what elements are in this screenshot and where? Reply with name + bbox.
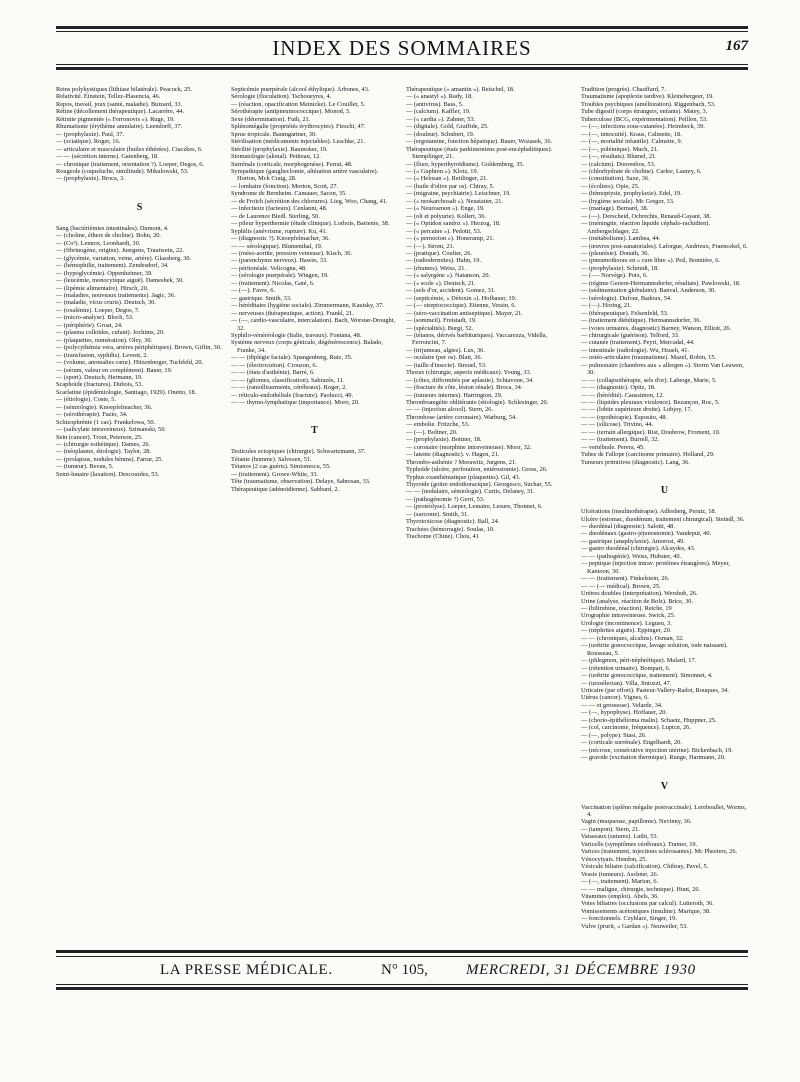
index-entry: Stérilisation (médicaments injectables). Leschke, 21. bbox=[231, 138, 366, 146]
index-entry: — (« scole »). Deutsch, 21. bbox=[406, 279, 476, 287]
index-entry: — (—, polype). Stasi, 26. bbox=[581, 731, 647, 739]
index-entry: — (polycythémia vera, artères périphériques). Brown, Giffin, 30. bbox=[56, 344, 222, 352]
index-entry: Système nerveux (corps génicule, dégénérescence). Balado, Franke, 34. bbox=[231, 339, 383, 354]
index-entry: — (plaquettes, numération). Oley, 30. bbox=[56, 336, 153, 344]
index-entry: — (trijumeau, algies). Lux, 36. bbox=[406, 346, 485, 354]
index-entry: — (—). Boltner, 20. bbox=[406, 428, 458, 436]
section-letter: U bbox=[660, 485, 669, 497]
index-entry: Voies biliaires (occlusions par calcul). Lutteroth, 36. bbox=[581, 900, 714, 908]
index-entry: — cutanée (traitement). Peyri, Mercadal, 44. bbox=[581, 339, 695, 347]
index-entry: — latente (diagnostic). v. Hagen, 21. bbox=[406, 451, 500, 459]
index-entry: — chirurgicale (guérison). Telford, 33. bbox=[581, 331, 680, 339]
index-entry: — (—). Derscheid, Ocbrechts, Renaud-Cayant, 38. bbox=[581, 212, 712, 220]
index-entry: — (douleur). Schubert, 19. bbox=[406, 130, 475, 138]
index-entry: Sang (bactériémies intestinales). Dumont, 4. bbox=[56, 224, 169, 232]
index-entry: Thromboangéite oblitérante (étiologie). Schlesinger, 20. bbox=[406, 399, 549, 407]
index-entry: — (mariage). Bernard, 38. bbox=[581, 205, 649, 213]
index-entry: Tumeurs primitives (diagnostic). Lang, 36. bbox=[581, 458, 690, 466]
index-entry: — (« Optidon sandoz »). Herzog, 18. bbox=[406, 220, 501, 228]
index-entry: — (pneumothorax en « cure libre »). Peil, Bonniére, 6. bbox=[581, 257, 720, 265]
index-entry: — (plasma colloïdes, cufant). Jochims, 20. bbox=[56, 329, 165, 337]
index-entry: Tétanie (homme). Salvesen, 51. bbox=[231, 455, 312, 463]
index-entry: — (leucémie, monocytique aiguë). Dameshek, 30. bbox=[56, 277, 184, 285]
index-entry: Scarlatine (épidémiologie, Santiago, 1929). Onetto, 18. bbox=[56, 388, 197, 396]
index-entry: — (néoplasme, étiologie). Taylor, 28. bbox=[56, 448, 152, 456]
index-entry: — (diagnostic ?). Knoepfelmacher, 36. bbox=[231, 235, 330, 243]
index-entry: Repos, travail, joux (santé, maladie). Buizard, 33. bbox=[56, 100, 183, 108]
index-entry: — peptique (injection intrav. protéines étrangères). Meyer, Kantoon, 30. bbox=[581, 560, 730, 575]
index-entry: Thyrotoxicose (diagnostic). Ball, 24. bbox=[406, 518, 500, 526]
index-entry: — (calcium). Kaffler, 19. bbox=[406, 108, 471, 116]
index-entry: — (nécrose, consécutive injection utérine). Bickenbach, 19. bbox=[581, 746, 733, 754]
index-entry: — héréditaire (hygiène sociale). Zimmermann, Kautsky, 37. bbox=[231, 302, 384, 310]
index-entry: — (traitement). Growe-White, 33. bbox=[231, 470, 319, 478]
index-entry: — (salicylate intraveineux). Szimanski, 50. bbox=[56, 426, 167, 434]
index-entry: — (hémoptysie, prophylaxie). Edel, 19. bbox=[581, 190, 682, 198]
bottom-rule-thin bbox=[56, 984, 748, 985]
section-letter: S bbox=[136, 201, 143, 213]
index-entry: — (huile d'olive par os). Chiray, 5. bbox=[406, 182, 495, 190]
index-entry: — — (états d'asthénie). Barré, 6. bbox=[231, 369, 315, 377]
bottom-rule-thick bbox=[56, 987, 748, 990]
index-entry: — (Co²). Lennox, Leonhardt, 30. bbox=[56, 239, 141, 247]
index-entry: — — (traitement). Burrell, 32. bbox=[581, 436, 660, 444]
index-entry: Vagin (muqueuse, papillome). Nevinny, 36. bbox=[581, 818, 692, 826]
index-entry: Traumatisme (apoplexie tardive). Kleinebergeer, 19. bbox=[581, 93, 714, 101]
index-entry: — (« Guphren »). Klotz, 19. bbox=[406, 167, 479, 175]
top-rule-thin bbox=[56, 31, 748, 32]
index-entry: — (taille d'insecte). Streuel, 53. bbox=[406, 361, 487, 369]
index-entry: Tuberculose (BCG, expérimentation). Peillon, 53. bbox=[581, 115, 708, 123]
index-entry: — (spécialités). Burgi, 52. bbox=[406, 324, 474, 332]
index-entry: — — (chroniques, alcalins). Osman, 32. bbox=[581, 634, 684, 642]
index-entry: — (« Helosan »). Reitlinger, 21. bbox=[406, 175, 488, 183]
index-entry: — articulaire et musculaire (huiles éthérées). Ciaczkes, 6. bbox=[56, 145, 203, 153]
index-entry: — (—, résultats). Blumel, 21. bbox=[581, 153, 657, 161]
index-entry: — (sérothérapie). Fazio, 34. bbox=[56, 411, 128, 419]
index-entry: Ulcère (estomac, duodénum, traitement chirurgical). Steindl, 36. bbox=[581, 515, 745, 523]
index-entry: Ulcérations (insulinothérapie). Adlesberg, Perutz, 18. bbox=[581, 508, 717, 516]
index-entry: — — (— médical). Brown, 25. bbox=[581, 582, 661, 590]
index-entry: — — (électrocution). Crouzon, 6. bbox=[231, 361, 318, 369]
index-entry: — (calcium). Doorenbos, 53. bbox=[581, 160, 656, 168]
index-entry: — vertébrale. Perera, 45. bbox=[581, 443, 645, 451]
index-entry: — (constitution). Saxe, 36. bbox=[581, 175, 650, 183]
index-entry: Vitamines (emploi). Abels, 36. bbox=[581, 892, 659, 900]
index-entry: — intestinale (radiologie). Wu, Hsueh, 41. bbox=[581, 346, 689, 354]
index-entry: Thyroïde (goitre endothoracique). Georgesco, Suchar, 55. bbox=[406, 481, 553, 489]
index-entry: — (prophylaxie). Bottner, 18. bbox=[406, 436, 482, 444]
index-entry: Vaisseaux (sutures). Luthi, 53. bbox=[581, 833, 659, 841]
index-entry: — (thérapeutique). Felsenfeld, 53. bbox=[581, 309, 669, 317]
index-entry: — (—, innocuité). Kraus, Calmette, 18. bbox=[581, 130, 682, 138]
index-entry: — (pratique). Coulter, 26. bbox=[406, 249, 472, 257]
index-entry: — oculaire (per os). Blatt, 36. bbox=[406, 354, 483, 362]
index-entry: — (—). Strom, 21. bbox=[406, 242, 455, 250]
index-entry: Vésicule biliaire (calcification). Chibray, Pavel, 5. bbox=[581, 863, 709, 871]
index-entry: — (prophylaxie). Paul, 37. bbox=[56, 130, 125, 138]
index-entry: — (périphérie). Groat, 24. bbox=[56, 321, 123, 329]
index-entry: — (séro-vaccination antiseptique). Mayer, 21. bbox=[406, 309, 523, 317]
index-entry: Tête (traumatisme, observation). Delaye, Sabresan, 33. bbox=[231, 478, 371, 486]
index-entry: Sérothérapie (antipneumococcique). Monod, 5. bbox=[231, 108, 351, 116]
header-rule-thin bbox=[56, 64, 748, 65]
index-entry: — (pathogénomie ?) Gerri, 53. bbox=[406, 495, 485, 503]
index-entry: — (« salyrgène »). Natanson, 20. bbox=[406, 272, 491, 280]
index-entry: Troubles psychiques (amélioration). Riggenbach, 53. bbox=[581, 100, 716, 108]
index-entry: — (côtes, difformités par aplastie). Schiavone, 34. bbox=[406, 376, 534, 384]
index-entry: — (« pernocton »). Honeramp, 21. bbox=[406, 235, 495, 243]
running-head bbox=[56, 36, 748, 60]
index-entry: — — (nodulaire, sémiologie). Curtis, Delaney, 31. bbox=[406, 488, 535, 496]
index-entry: Urographie intraveineuse. Swick, 25. bbox=[581, 612, 676, 620]
index-entry: — (sommeil). Freistadt, 19. bbox=[406, 317, 477, 325]
index-entry: — (hémophilie, traitement). Zendesdorf, 34. bbox=[56, 262, 169, 270]
index-entry: Varices (traitement, injections sclérosantes). Mc Pheeters, 26. bbox=[581, 848, 738, 856]
index-entry: — (sarcome). Smith, 31. bbox=[406, 510, 469, 518]
index-entry: — (« neokarchosalt »). Neustatter, 21. bbox=[406, 197, 503, 205]
index-entry: — (col, carcinome, fréquence). Luptcn, 26. bbox=[581, 724, 691, 732]
index-entry: — (—, mortalité infantile). Calmette, 9. bbox=[581, 138, 683, 146]
index-entry: — — (silicose). Trivino, 44. bbox=[581, 421, 654, 429]
index-entry: — (—, traitement). Marion, 6. bbox=[581, 878, 659, 886]
index-entry: Stérilité (prophylaxie). Baumoker, 19. bbox=[231, 145, 328, 153]
index-entry: — coronaire (morphine intraveineuse). Moor, 32. bbox=[406, 443, 532, 451]
index-columns bbox=[56, 86, 748, 930]
issue-number: N° 105, bbox=[381, 962, 428, 978]
index-entry: — (chlorhydrate de choline). Carlee, Laurey, 6. bbox=[581, 167, 702, 175]
index-entry: — (lipémie alimentaire). Hirsch, 20. bbox=[56, 284, 149, 292]
index-entry: Scaphoïde (fractures). Dubois, 53. bbox=[56, 381, 144, 389]
index-entry: Sympathique (ganglieclomie, altération artère vasculaire). Horton, Mck Craig, 28. bbox=[231, 167, 379, 183]
index-entry: — (digitale). Gold, Graffide, 25. bbox=[406, 123, 489, 131]
index-entry: — (prophylaxie). Broca, 3. bbox=[56, 175, 125, 183]
index-entry: — (fluor, hyperthyroïdisme). Goldemberg, 35. bbox=[406, 160, 525, 168]
index-entry: — — (sécrétion interne). Gatenberg, 18. bbox=[56, 153, 159, 161]
index-entry: — (« cardia »). Zahner, 53. bbox=[406, 115, 476, 123]
index-entry: — (radiodermites). Hahn, 19. bbox=[406, 257, 482, 265]
index-entry: Rétine (décollement thérapeutique). Lacarrère, 44. bbox=[56, 108, 185, 116]
index-entry: — — maligne, chirurgie, technique). Hunt, 26. bbox=[581, 885, 701, 893]
index-entry: — (transfusion, syphilis). Levent, 2. bbox=[56, 351, 148, 359]
index-entry: Thérapeutique (adénoïdienne). Sabbard, 2. bbox=[231, 485, 340, 493]
index-entry: — — (gliomes, classification). Sabrazès, 11. bbox=[231, 376, 345, 384]
index-entry: — (fibrinogène, origine). Juergens, Trautwein, 22. bbox=[56, 247, 184, 255]
index-entry: Vulve (prurit, « Gardan »). Neuweiler, 53. bbox=[581, 922, 688, 930]
index-entry: — (bilirubine, réaction). Reiche, 19 bbox=[581, 605, 672, 612]
index-entry: — embolie. Fritzche, 53. bbox=[406, 421, 470, 429]
index-entry: — (urosélectan). Villa, Jintozzi, 47. bbox=[581, 679, 672, 687]
index-entry: — (sport). Deutsch, Hermann, 19. bbox=[56, 373, 143, 381]
index-entry: — — (injection alcool). Stern, 26. bbox=[406, 406, 494, 414]
index-entry: — (traitement). Nicolas, Gaté, 6. bbox=[231, 279, 315, 287]
index-entry: — duodénal (diagnostic). Salotti, 48. bbox=[581, 523, 675, 531]
issue-date: MERCREDI, 31 DÉCEMBRE 1930 bbox=[466, 962, 696, 978]
index-entry: — (tumeur). Bevan, 5. bbox=[56, 463, 114, 471]
index-entry: — (chorio-épithélioma malin). Schaetz, Huppner, 25. bbox=[581, 716, 717, 724]
index-entry: Stomatologie (alonal). Petiteau, 12. bbox=[231, 153, 321, 161]
index-entry: — (tampon). Stern, 21. bbox=[581, 825, 640, 833]
index-entry: Typhus exanthématique (plaquettes). Gil, 43. bbox=[406, 473, 521, 481]
index-entry: — (ergotamine, fonction hépatique). Bauer, Wozasek, 36. bbox=[406, 138, 553, 146]
index-entry: — pulmonaire (chambres aux « allergen »). Storm Van Leuwen, 30. bbox=[581, 361, 744, 377]
index-entry: — (néphrites aiguës). Eppinger, 20. bbox=[581, 627, 672, 635]
index-entry: — — (collapsothérapie, sels d'or). Laberge, Marie, 5. bbox=[581, 376, 717, 384]
footer bbox=[160, 962, 750, 982]
index-entry: — (fracture de côte, lésion rénale). Broca, 34. bbox=[406, 384, 523, 392]
index-entry: — (antivirus). Bass, 5. bbox=[406, 100, 464, 108]
index-entry: — duodénaux (gastro-jéjunostomie). Vandeput, 40. bbox=[581, 530, 712, 538]
index-entry: Tubes de Fallope (carcinome primaire). Holland, 29. bbox=[581, 451, 715, 459]
index-entry: — fonctionnels. Czyhlarz, Singer, 19. bbox=[581, 915, 677, 923]
index-entry: — (hygiène sociale). Mc Gregor, 33. bbox=[581, 197, 675, 205]
index-entry: — (oli et polyurie). Kollert, 36. bbox=[406, 212, 486, 220]
index-entry: Thrombo-asthénie ? Morawitz, Jurgens, 21. bbox=[406, 458, 517, 466]
index-entry: Urine (analyse, réaction de Bolz). Brice, 30. bbox=[581, 597, 694, 605]
index-entry: — (prolapsus, nodules bénins). Farrar, 25. bbox=[56, 455, 164, 463]
index-entry: — péritonéale. Velicogna, 48. bbox=[231, 264, 307, 272]
index-entry: — gastro duodénal (chirurgie). Alcaydes, 43. bbox=[581, 545, 696, 553]
index-entry: — (parenchyme nerveux). Hawes, 33. bbox=[231, 257, 328, 265]
index-entry: — — et grossesse). Velarde, 34. bbox=[581, 701, 663, 709]
index-entry: Vaccination (spléno mégalie postvaccinale). Lereboullet, Worms, 4. bbox=[581, 803, 747, 818]
index-entry: Tétanos (2 cas guéris). Simionescu, 55. bbox=[231, 463, 331, 471]
index-entry: — (réaction, opacification Meinicke). Le Couillet, 5. bbox=[231, 100, 366, 108]
index-entry: — (rétention urinaire). Bompart, 6. bbox=[581, 664, 671, 672]
index-entry: Thérapeutique (« amantin »). Reischel, 18. bbox=[406, 86, 515, 93]
index-entry: Rougeole (coqueluche, similitude). Mikulowski, 53. bbox=[56, 167, 189, 175]
page-title: INDEX DES SOMMAIRES bbox=[272, 36, 532, 60]
index-entry: — (maladies, nouveaux traitements). Jagic, 36. bbox=[56, 291, 176, 299]
index-entry: Vomissements acétoniques (insuline). Marique, 38. bbox=[581, 907, 711, 915]
index-entry: — (tumeurs internes). Harrington, 29. bbox=[406, 391, 503, 399]
index-entry: — (—, polémique). Much, 21. bbox=[581, 145, 659, 153]
index-entry: — (tétanos, dérivés barbituriques). Vaccarezza, Vidella, Ferroncini, 7. bbox=[406, 331, 548, 347]
index-entry: Vessie (tumeurs). Aschner, 26. bbox=[581, 870, 659, 878]
index-entry: — — (pathogénie). Weiss, Hubster, 40. bbox=[581, 552, 682, 560]
index-entry: — (« percaine »). Pedotti, 53. bbox=[406, 227, 482, 235]
index-entry: Sexe (détermination). Futh, 21. bbox=[231, 115, 311, 123]
index-entry: — (sérum, valeur en complément). Bauer, 19. bbox=[56, 366, 173, 374]
index-entry: Syphilo-vénéréologie (Italie, travaux). Fontana, 48. bbox=[231, 331, 362, 339]
index-entry: Splénomégalie (propriétés érythrocytes). Fieschi, 47. bbox=[231, 123, 366, 131]
index-entry: Urètres doubles (interprétation). Wershub, 26. bbox=[581, 590, 698, 598]
index-entry: — chronique (traitement, orientation ?). Loeper, Degos, 6. bbox=[56, 160, 205, 168]
index-column-1 bbox=[56, 86, 223, 930]
index-entry: Sérologie (floculation). Tschoueyres, 4. bbox=[231, 93, 332, 101]
index-entry: Varicelle (symptômes cérébraux). Tramer, 19. bbox=[581, 840, 698, 848]
index-entry: — — (liquides pleuraux virulence). Bezançon, Roc, 5. bbox=[581, 399, 720, 407]
index-entry: — (—, cardio-vasculaire, intercalation). Bach, Worstar-Drought, 32. bbox=[231, 317, 396, 332]
index-entry: Thorax (chirurgie, aspects médicaux). Young, 33. bbox=[406, 369, 532, 377]
index-entry: — — (traitement). Finkelstein, 26. bbox=[581, 575, 670, 583]
index-entry: — — (ramollissements, cérébraux). Roger, 2. bbox=[231, 384, 347, 392]
index-entry: Sprue tropicale. Baumgartner, 30. bbox=[231, 130, 317, 138]
index-entry: — (étiologie). Coste, 5. bbox=[56, 396, 116, 404]
index-entry: — (sémiologie). Knoepfelmacher, 36. bbox=[56, 403, 153, 411]
index-entry: — (—- Norvège). Poix, 6. bbox=[581, 272, 648, 280]
index-entry: — nerveuses (thérapeutique, action). Frankl, 21. bbox=[231, 309, 354, 317]
index-entry: Reins polykystiques (lithiase bilatérale). Peacock, 25. bbox=[56, 86, 193, 93]
index-entry: Syndrome de Bernheim. Camauer, Sacon, 35. bbox=[231, 190, 347, 198]
index-entry: — — (opothérapie). Esposito, 48. bbox=[581, 413, 668, 421]
page-number: 167 bbox=[725, 38, 748, 54]
index-entry: — (sciatique). Roger, 16. bbox=[56, 138, 121, 146]
index-entry: — (micro-analyse). Bloch, 53. bbox=[56, 314, 134, 322]
index-entry: — (glycémie, variation, veine, artère). Glassberg, 30. bbox=[56, 254, 192, 262]
index-entry: — (pleurésie). Donath, 36. bbox=[581, 249, 650, 257]
index-entry: — infectieux (facteurs). Cenlanni, 48. bbox=[231, 205, 328, 213]
index-entry: Thérapeutique (états parkinsoniens post-encéphalitiques). Stemplinger, 21. bbox=[406, 145, 553, 161]
index-entry: — — (lobite supérieure droite). Lobjoy, 17. bbox=[581, 406, 693, 414]
section-letter: V bbox=[660, 780, 669, 792]
index-entry: — (corticale surrénale). Engelhardt, 20. bbox=[581, 739, 682, 747]
index-entry: Thrombose (artère coronaire). Warburg, 54. bbox=[406, 413, 517, 421]
index-entry: — (méningite, réaction liquide céphalo-rachidien). Ambergschlager, 22. bbox=[581, 220, 710, 235]
index-entry: Tube digestif (corps étrangers, enfants). Matey, 3. bbox=[581, 108, 708, 116]
index-column-4 bbox=[581, 86, 748, 930]
index-entry: Septicémie puerpérale (alcool éthylique). Arbones, 43. bbox=[231, 86, 370, 93]
index-entry: — (métabolisme). Lambea, 44. bbox=[581, 235, 661, 243]
index-entry: Tradition (progrès). Chauffard, 7. bbox=[581, 86, 666, 93]
index-entry: — (sédimentation globulaire). Banval, Anderson, 30. bbox=[581, 287, 716, 295]
index-entry: Urticaire (par effort). Pasteur-Vallery-Radot, Rouques, 34. bbox=[581, 686, 729, 694]
index-entry: — — thymo-lymphatique (importance). Moro, 20. bbox=[231, 399, 360, 407]
footer-rule-thick bbox=[56, 950, 748, 953]
index-entry: — — (hérédité). Caussimon, 12. bbox=[581, 391, 664, 399]
index-entry: Trachome (Chine). Chou, 41 bbox=[406, 533, 479, 541]
index-entry: Rhumatisme (érythème annulaire). Leendorff, 37. bbox=[56, 123, 183, 131]
index-entry: — (maladie, vicus cruris). Deutsch, 30. bbox=[56, 299, 156, 307]
index-entry: — (septicémie, « Détoxin »). Hofbauer, 19. bbox=[406, 294, 517, 302]
index-entry: — (sels d'or, accident). Gomez, 31. bbox=[406, 287, 496, 295]
index-entry: — (—, hypophyse). Hoffauer, 20. bbox=[581, 709, 667, 717]
index-entry: — — sérologique). Blumenthal, 19. bbox=[231, 242, 323, 250]
index-entry: — (sérologie). Dufour, Badoux, 54. bbox=[581, 294, 672, 302]
index-entry: Testicules ectopiques (chirurgie). Schwartzmann, 37. bbox=[231, 448, 366, 456]
index-entry: — — (diagnostic). Opitz, 18. bbox=[581, 384, 656, 392]
index-entry: — gastrique (anaphylaxie). Amorosi, 49. bbox=[581, 537, 685, 545]
index-entry: Typhoïde (ulcère, perforation, entérostomie). Gross, 26. bbox=[406, 466, 548, 474]
index-entry: — de Laurence Biedl. Sterling, 50. bbox=[231, 212, 320, 220]
index-entry: — (écoliers). Opie, 25. bbox=[581, 182, 640, 190]
index-entry: — (—, infections sous-cutanées). Heimbeck, 39. bbox=[581, 123, 705, 131]
index-entry: — (traitement diététique). Hermannsdorfer, 36. bbox=[581, 317, 702, 325]
top-rule-thick bbox=[56, 26, 748, 29]
index-entry: — (hypoglycémie). Oppenheimer, 39. bbox=[56, 269, 153, 277]
index-entry: — (« anastyl »). Rady, 18. bbox=[406, 93, 473, 101]
index-entry: — — (terrain allergique). Rist, Doubrow, Froment, 10. bbox=[581, 428, 721, 436]
index-entry: — lombaire (fonction). Morton, Scott, 27. bbox=[231, 182, 338, 190]
index-entry: — gravide (excitation thermique). Runge, Hartmann, 20. bbox=[581, 754, 726, 762]
index-entry: Sein (cancer). Trout, Peterson, 25. bbox=[56, 433, 143, 441]
index-entry: Relativité. Einstein, Tellez-Plasencia, 46. bbox=[56, 93, 161, 101]
index-entry: — (— streptococcique). Etienne, Verain, 6. bbox=[406, 302, 516, 310]
index-entry: — (phlegmon, péri-néphrétique). Malard, 17. bbox=[581, 657, 697, 665]
index-entry: Vénocytyais. Hendon, 25. bbox=[581, 855, 648, 863]
header-rule-thick bbox=[56, 67, 748, 70]
index-entry: — (protéolyse). Loeper, Lemaire, Lesure, Thonnet, 6. bbox=[406, 503, 543, 511]
index-entry: Rétinite pigmentée (« Ferronovis »). Ruge, 19. bbox=[56, 115, 175, 123]
index-entry: — (—). Horing, 21. bbox=[581, 302, 632, 310]
index-entry: — (migraine, psychiatrie). Leischner, 19. bbox=[406, 190, 511, 198]
index-entry: Semi-lunaire (luxation). Descourdes, 53. bbox=[56, 470, 160, 478]
index-entry: Schizophrénie (1 cas). Frankelowa, 50. bbox=[56, 418, 156, 426]
index-entry: — (rhumes). Weiss, 21. bbox=[406, 264, 466, 272]
index-entry: — (« Neurosmon »). Enge, 19. bbox=[406, 205, 485, 213]
index-entry: — de Froïch (sécrétion des chlorures). Lieg, Woo, Chang, 41. bbox=[231, 197, 388, 205]
footer-rule-thin bbox=[56, 956, 748, 957]
index-entry: — (volume, anomalies cœur). Hitzenberger, Tuchfeld, 20. bbox=[56, 359, 204, 367]
index-column-2 bbox=[231, 86, 398, 930]
index-entry: — (régime Gerson-Hermannsdorfer, résultats). Pawlowski, 18. bbox=[581, 279, 741, 287]
index-entry: — ostéo-articulaire (traumatisme). Mazel, Robin, 15. bbox=[581, 354, 717, 362]
index-entry: — (sérologie puerpérale). Wingen, 19. bbox=[231, 272, 329, 280]
journal-name: LA PRESSE MÉDICALE. bbox=[160, 962, 333, 978]
section-letter: T bbox=[311, 425, 318, 437]
index-entry: — pileur hyperthermie (étude clinique). Lorhois, Barienie, 38. bbox=[231, 220, 390, 228]
index-entry: Syphilis (anévrisme, rupture). Ku, 41. bbox=[231, 227, 328, 235]
index-entry: — (choline, éthers de choline). Bohn, 20. bbox=[56, 232, 161, 240]
index-entry: — réticulo-endothéliale (fracture). Paolucci, 49. bbox=[231, 391, 354, 399]
index-entry: — (oxalémie). Loeper, Degos, 7. bbox=[56, 306, 140, 314]
index-entry: Surrénale (corticale, morphogenèse). Ferraï, 48. bbox=[231, 160, 353, 168]
index-entry: — (voies urinaires, diagnostic) Barney, Watson, Elliott, 26. bbox=[581, 324, 732, 332]
index-entry: — (urétrite gonococcique, traitement). Simonnet, 4. bbox=[581, 672, 713, 680]
index-entry: — (chirurgie esthétique). Dames, 26. bbox=[56, 441, 151, 449]
index-entry: — gastrique. Smith, 33. bbox=[231, 294, 292, 302]
index-entry: Urologie (incontinence). Legueu, 3. bbox=[581, 619, 672, 627]
index-entry: — (urétrite gonococcique, lavage solution, iode naissant). Rousseau, 5. bbox=[581, 642, 728, 657]
index-entry: — (—). Favre, 6. bbox=[231, 287, 276, 295]
index-entry: — (méso-aortite, pression veineuse). Kisch, 36. bbox=[231, 249, 353, 257]
index-entry: Utérus (cancer). Vignes, 6. bbox=[581, 694, 649, 702]
index-column-3 bbox=[406, 86, 573, 930]
index-entry: — — (diplégie faciale). Spangenberg, Ruiz, 35. bbox=[231, 354, 353, 362]
index-entry: Trachées (hémorragie). Soulas, 10. bbox=[406, 525, 495, 533]
index-entry: — (œuvres post-sanatoriales). Laforgue, Andrieux, Fraencekel, 6. bbox=[581, 242, 748, 250]
index-entry: — (prophylaxie). Schmidt, 18. bbox=[581, 264, 659, 272]
